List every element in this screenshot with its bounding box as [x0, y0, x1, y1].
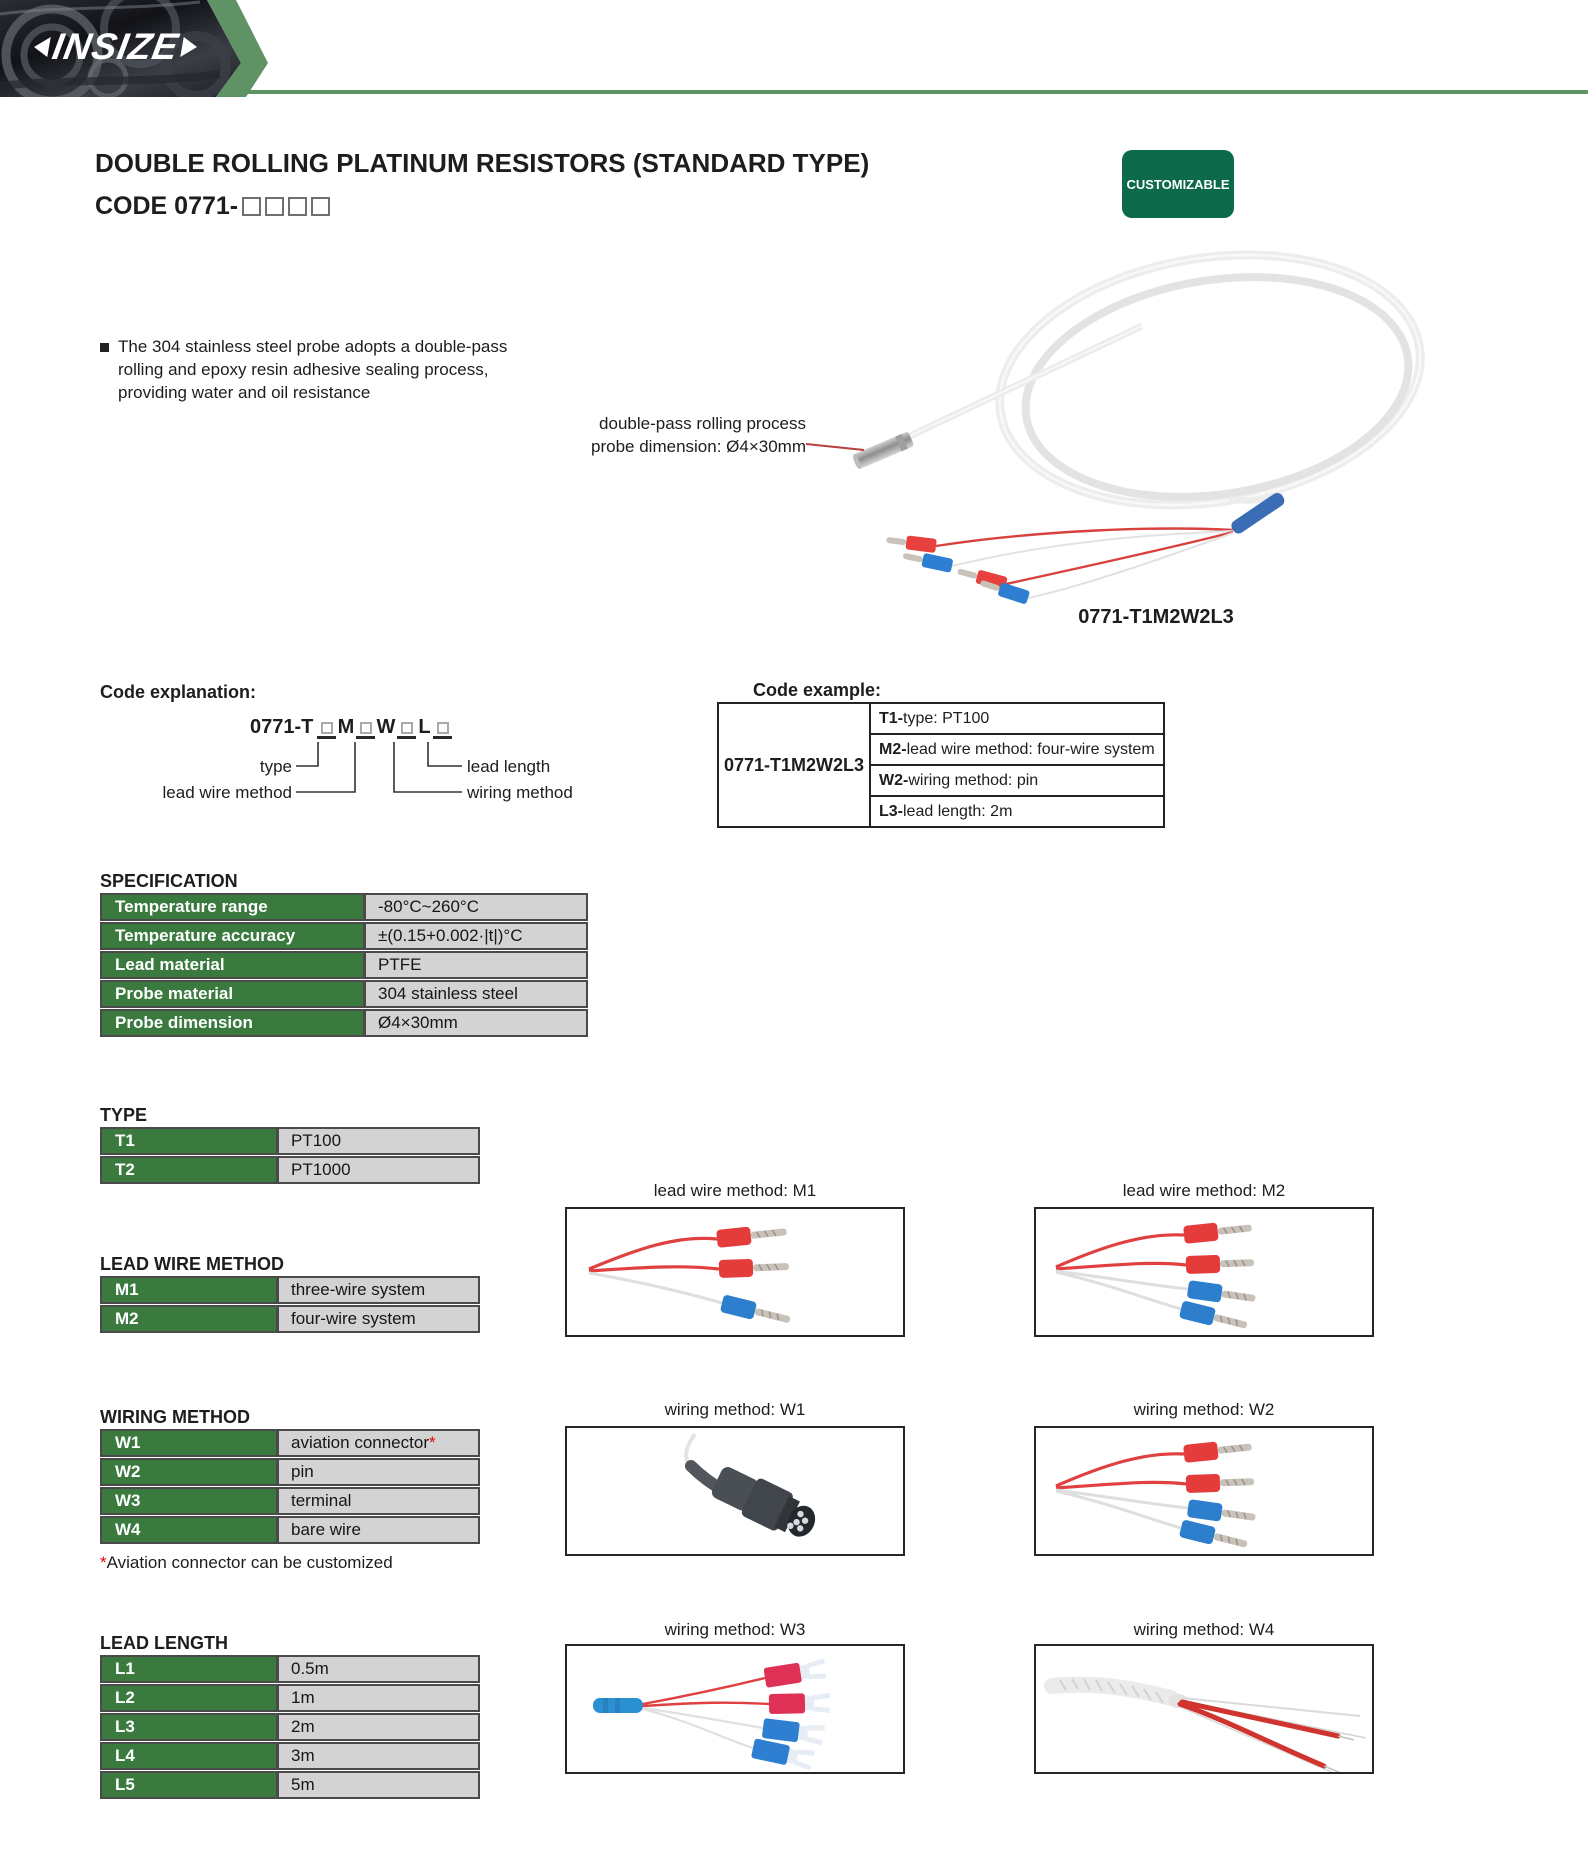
wm-value-text: aviation connector: [291, 1433, 429, 1452]
figure-w4-caption: wiring method: W4: [1133, 1620, 1275, 1639]
wm-code: W1: [100, 1429, 278, 1457]
wm-value: pin: [278, 1458, 480, 1486]
type-table: [100, 1127, 480, 1185]
row-key: M2-: [879, 741, 907, 758]
ll-code: L4: [100, 1742, 278, 1770]
type-heading: TYPE: [100, 1105, 148, 1125]
lwm-value: three-wire system: [278, 1276, 480, 1304]
probe-callout: [440, 412, 806, 458]
row-key: W2-: [879, 772, 909, 789]
label-lead-wire-method: lead wire method: [162, 783, 292, 802]
note-text: Aviation connector can be customized: [106, 1553, 393, 1572]
code-placeholder-box: [311, 197, 330, 216]
code-placeholder-box: [242, 197, 261, 216]
code-example-table: [717, 702, 1165, 828]
logo-text: INSIZE: [49, 26, 182, 67]
code-pattern-prefix: 0771-T: [250, 716, 314, 738]
code-example-code: 0771-T1M2W2L3: [723, 754, 865, 775]
callout-leader-line: [806, 444, 864, 450]
figure-w1-image: [565, 1426, 905, 1556]
spec-value: 304 stainless steel: [365, 980, 588, 1008]
code-example-rows: [869, 704, 1163, 826]
specification-table: [100, 893, 588, 1038]
figure-m2-image: [1034, 1207, 1374, 1337]
lead-wire-method-heading: LEAD WIRE METHOD: [100, 1254, 284, 1274]
table-row: [100, 1713, 480, 1741]
table-row: [871, 704, 1163, 735]
table-row: [100, 1516, 480, 1544]
table-row: [871, 735, 1163, 766]
wm-code: W2: [100, 1458, 278, 1486]
figure-m1-caption: lead wire method: M1: [653, 1181, 817, 1200]
wiring-method-table: [100, 1429, 480, 1545]
wm-code: W3: [100, 1487, 278, 1515]
table-row: [100, 1458, 480, 1486]
table-row: [100, 893, 588, 921]
wm-value: bare wire: [278, 1516, 480, 1544]
row-desc: type: PT100: [903, 710, 990, 727]
lwm-value: four-wire system: [278, 1305, 480, 1333]
code-letter-m: M: [337, 716, 355, 738]
spec-label: Temperature accuracy: [100, 922, 365, 950]
spec-label: Probe dimension: [100, 1009, 365, 1037]
code-explanation: [100, 682, 580, 814]
callout-line-2: probe dimension: Ø4×30mm: [591, 437, 806, 456]
row-key: T1-: [879, 710, 903, 727]
figure-m2-caption: lead wire method: M2: [1122, 1181, 1286, 1200]
lead-length-heading: LEAD LENGTH: [100, 1633, 228, 1653]
figure-w3-caption: wiring method: W3: [664, 1620, 806, 1639]
specification-heading: SPECIFICATION: [100, 871, 238, 891]
table-row: [100, 1276, 480, 1304]
row-key: L3-: [879, 803, 903, 820]
wm-code: W4: [100, 1516, 278, 1544]
table-row: [100, 951, 588, 979]
asterisk-mark: *: [428, 1433, 436, 1452]
spec-value: -80°C~260°C: [365, 893, 588, 921]
figure-w4-image: [1034, 1644, 1374, 1774]
code-explanation-heading: Code explanation:: [100, 682, 257, 702]
spec-value: Ø4×30mm: [365, 1009, 588, 1037]
code-letter-l: L: [418, 716, 431, 738]
customizable-badge: CUSTOMIZABLE: [1122, 150, 1234, 218]
table-row: [100, 980, 588, 1008]
ll-code: L5: [100, 1771, 278, 1799]
code-placeholder-box: [288, 197, 307, 216]
spec-value: PTFE: [365, 951, 588, 979]
ll-value: 3m: [278, 1742, 480, 1770]
page-code-title: [95, 192, 330, 221]
table-row: [100, 1429, 480, 1457]
ll-value: 2m: [278, 1713, 480, 1741]
ll-code: L2: [100, 1684, 278, 1712]
wiring-method-heading: WIRING METHOD: [100, 1407, 250, 1427]
table-row: [100, 1156, 480, 1184]
table-row: [871, 797, 1163, 826]
page-title: DOUBLE ROLLING PLATINUM RESISTORS (STANDARD TYPE): [95, 148, 870, 178]
spec-label: Temperature range: [100, 893, 365, 921]
ll-value: 0.5m: [278, 1655, 480, 1683]
code-prefix: CODE 0771-: [95, 192, 239, 220]
figure-w1-caption: wiring method: W1: [664, 1400, 806, 1419]
table-row: [100, 1655, 480, 1683]
table-row: [100, 1742, 480, 1770]
lwm-code: M1: [100, 1276, 278, 1304]
lead-length-table: [100, 1655, 480, 1800]
product-photo: [740, 230, 1440, 650]
ll-code: L3: [100, 1713, 278, 1741]
figure-w3-image: [565, 1644, 905, 1774]
intro-bullet-text: The 304 stainless steel probe adopts a double-pass rolling and epoxy resin adhesive sealing process, providing water and oil resistance: [118, 337, 508, 402]
wm-value: [278, 1429, 480, 1457]
insize-logo: [30, 26, 201, 68]
figure-w2-caption: wiring method: W2: [1133, 1400, 1275, 1419]
table-row: [100, 1487, 480, 1515]
code-letter-w: W: [376, 716, 396, 738]
product-model-label: 0771-T1M2W2L3: [1078, 606, 1234, 628]
row-desc: wiring method: pin: [908, 772, 1039, 789]
table-row: [100, 1127, 480, 1155]
spec-value: ±(0.15+0.002·|t|)°C: [365, 922, 588, 950]
bullet-square-icon: [100, 343, 109, 352]
type-value: PT100: [278, 1127, 480, 1155]
label-type: type: [259, 757, 292, 776]
lead-wires: [886, 529, 1233, 605]
row-desc: lead length: 2m: [903, 803, 1013, 820]
code-placeholder-box: [265, 197, 284, 216]
wm-value: terminal: [278, 1487, 480, 1515]
ll-value: 1m: [278, 1684, 480, 1712]
label-wiring-method: wiring method: [467, 783, 573, 802]
cable-coil: [982, 230, 1439, 534]
lead-wire-method-table: [100, 1276, 480, 1334]
label-lead-length: lead length: [467, 757, 551, 776]
table-row: [871, 766, 1163, 797]
lwm-code: M2: [100, 1305, 278, 1333]
table-row: [100, 1305, 480, 1333]
spec-label: Probe material: [100, 980, 365, 1008]
customization-note: [100, 1553, 393, 1573]
ll-value: 5m: [278, 1771, 480, 1799]
code-example-heading: Code example:: [753, 680, 882, 700]
table-row: [100, 922, 588, 950]
row-desc: lead wire method: four-wire system: [906, 741, 1155, 758]
table-row: [100, 1771, 480, 1799]
figure-m1-image: [565, 1207, 905, 1337]
table-row: [100, 1684, 480, 1712]
type-value: PT1000: [278, 1156, 480, 1184]
figure-w2-image: [1034, 1426, 1374, 1556]
ll-code: L1: [100, 1655, 278, 1683]
asterisk-mark: *: [100, 1553, 107, 1572]
table-row: [100, 1009, 588, 1037]
type-code: T2: [100, 1156, 278, 1184]
header-rule: [238, 90, 1588, 94]
spec-label: Lead material: [100, 951, 365, 979]
callout-line-1: double-pass rolling process: [599, 414, 806, 433]
type-code: T1: [100, 1127, 278, 1155]
logo-left-arrow-icon: [32, 37, 51, 57]
